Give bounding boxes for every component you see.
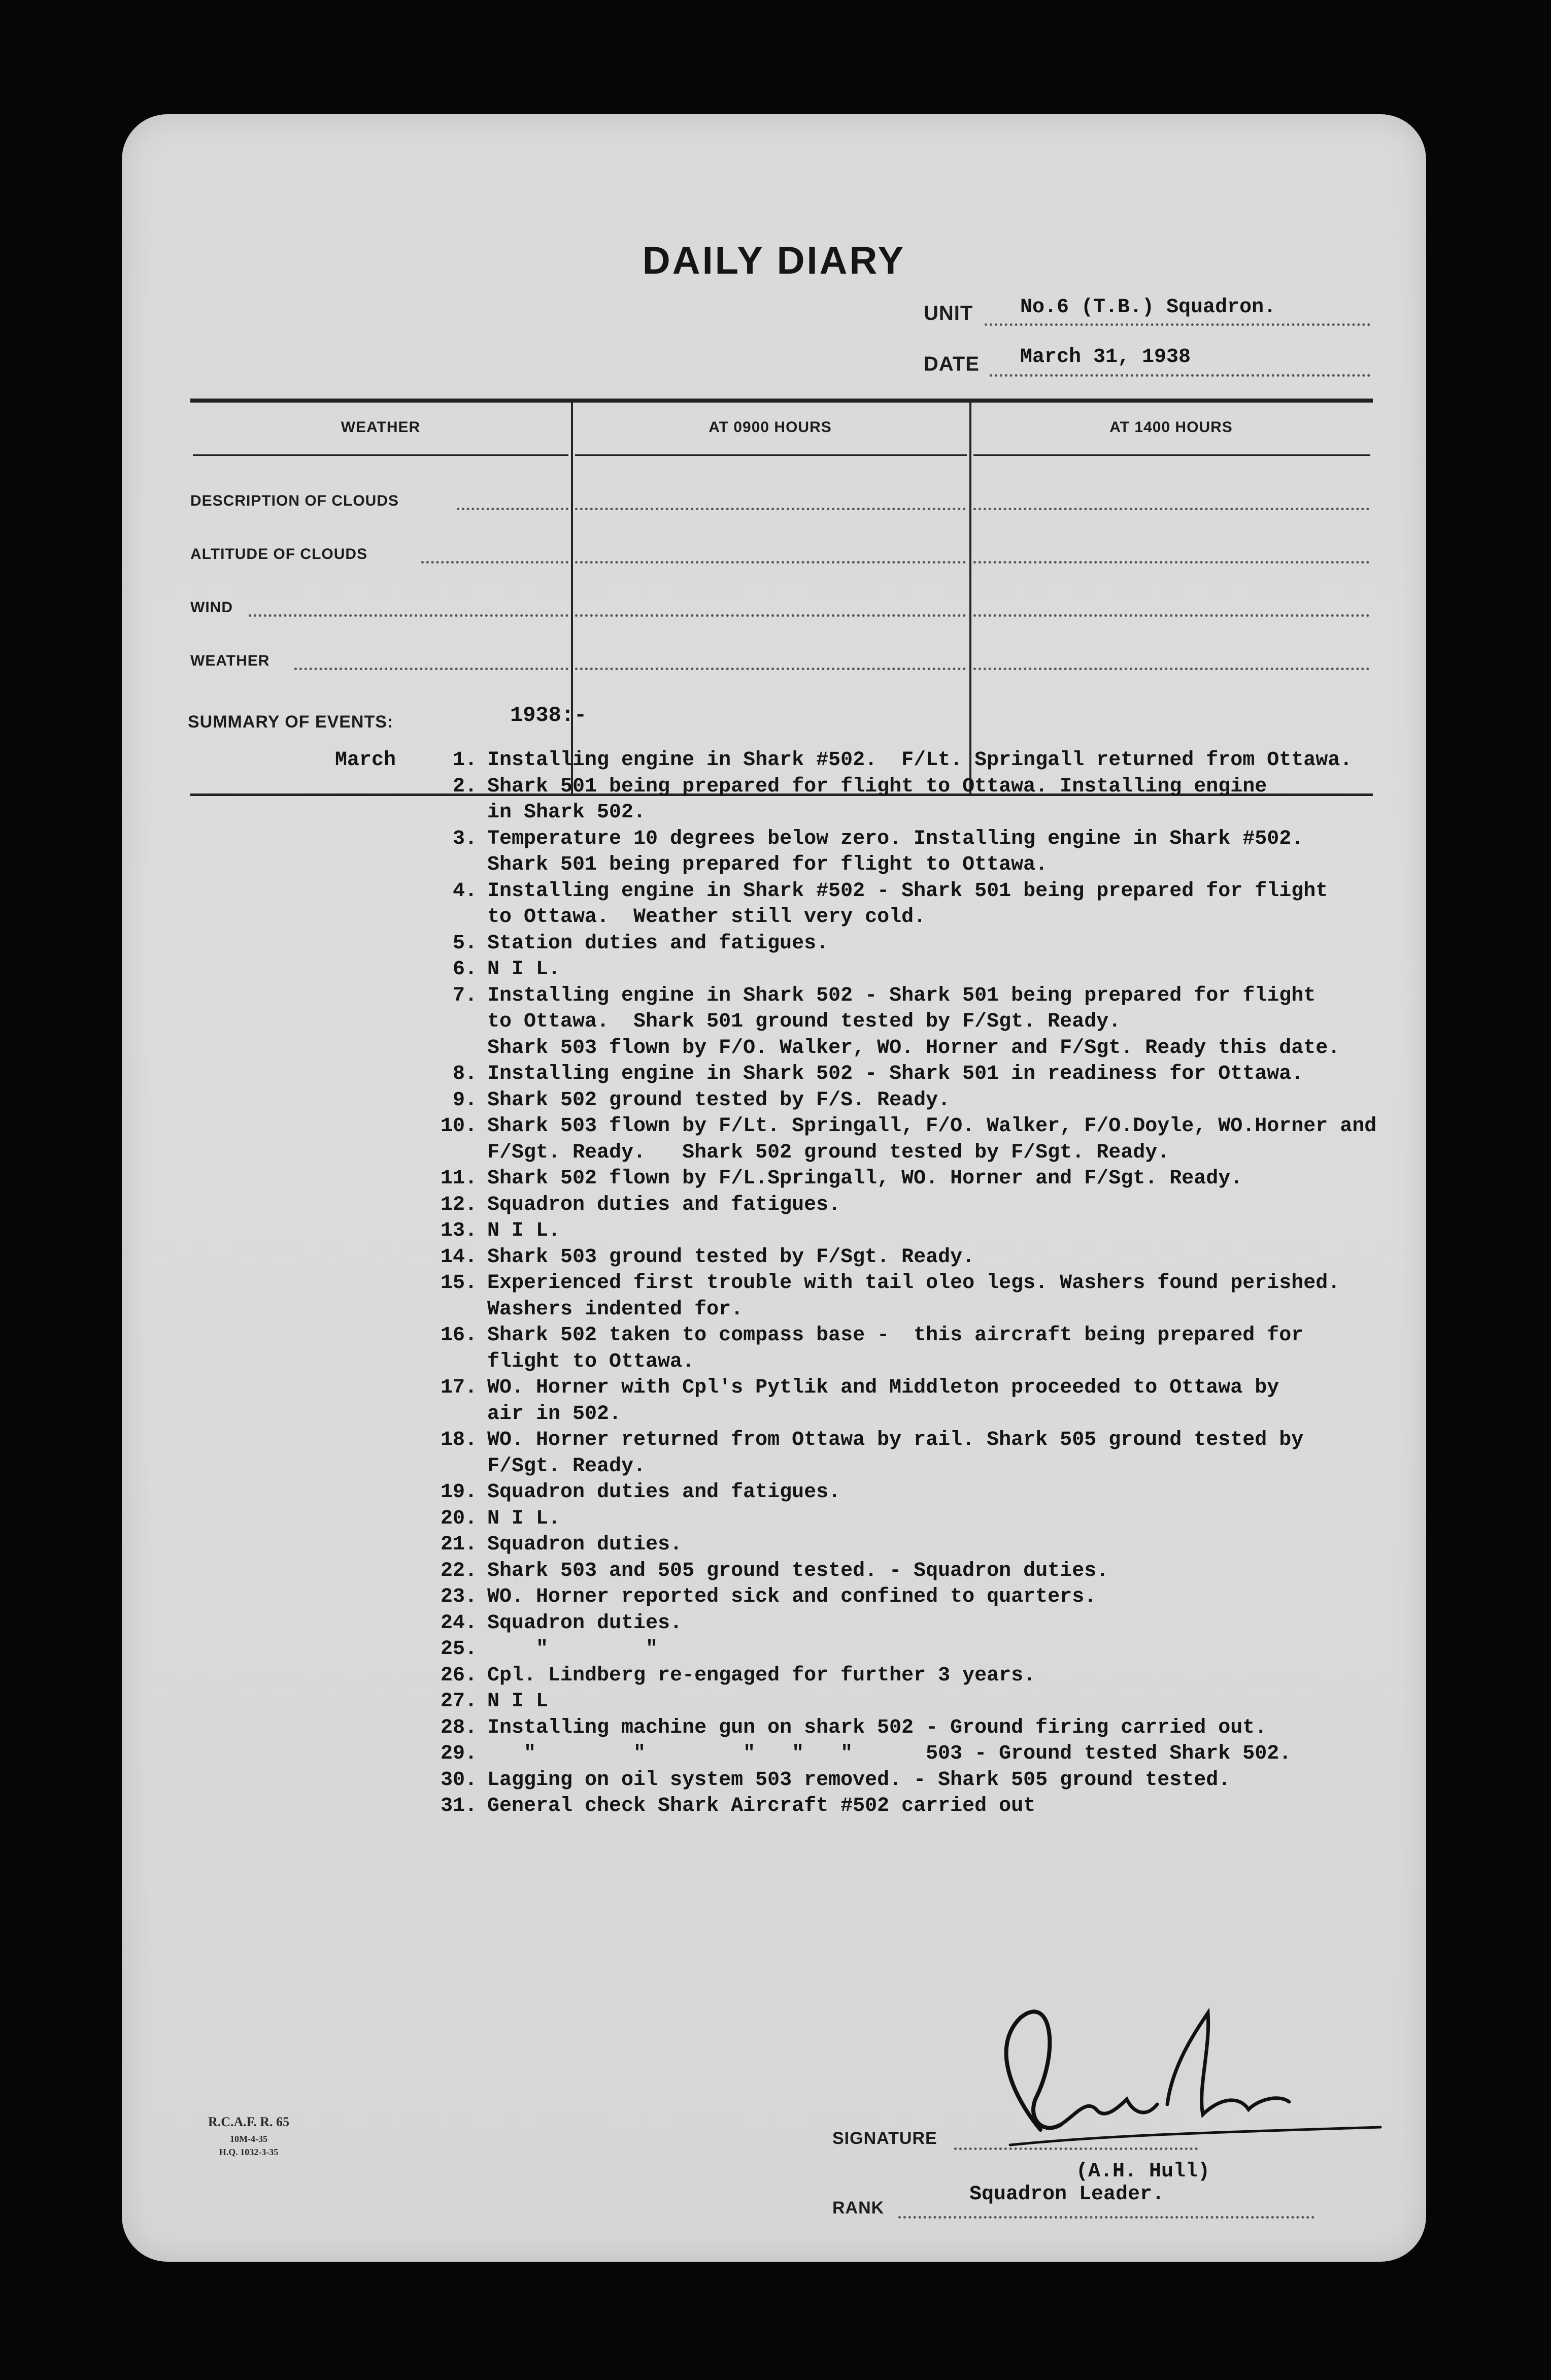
event-day-number: 26.: [440, 1664, 477, 1687]
event-day-number: 11.: [440, 1167, 477, 1190]
event-text-line: Shark 503 flown by F/Lt. Springall, F/O. Walker, F/O.Doyle, WO.Horner and: [487, 1115, 1377, 1138]
row-dotline: [973, 561, 1369, 564]
date-label: DATE: [924, 353, 980, 375]
event-text-line: WO. Horner reported sick and confined to quarters.: [487, 1585, 1097, 1608]
event-text-line: flight to Ottawa.: [487, 1350, 695, 1373]
event-text-line: Station duties and fatigues.: [487, 932, 829, 955]
event-text-line: air in 502.: [487, 1402, 622, 1426]
event-text-line: Installing engine in Shark #502 - Shark 501 being prepared for flight: [487, 879, 1328, 903]
event-day-number: 1.: [452, 749, 477, 772]
form-code-3: H.Q. 1032-3-35: [219, 2147, 279, 2157]
event-text-line: N I L.: [487, 1219, 561, 1242]
event-text-line: Cpl. Lindberg re-engaged for further 3 years.: [487, 1664, 1036, 1687]
row-dotline: [294, 668, 568, 670]
date-value: March 31, 1938: [1020, 346, 1191, 369]
event-day-number: 18.: [440, 1429, 477, 1451]
event-day-number: 14.: [440, 1245, 477, 1269]
event-day-number: 27.: [440, 1690, 477, 1713]
weather-row-label: WEATHER: [190, 652, 270, 669]
event-day-number: 9.: [452, 1088, 477, 1112]
event-text-line: in Shark 502.: [487, 801, 646, 824]
table-top-rule: [190, 399, 1373, 403]
event-day-number: 29.: [440, 1742, 477, 1765]
event-text-line: F/Sgt. Ready.: [487, 1455, 646, 1478]
row-dotline: [249, 614, 568, 617]
event-day-number: 23.: [440, 1585, 477, 1608]
event-day-number: 28.: [440, 1716, 477, 1739]
weather-row-label: WIND: [190, 599, 233, 616]
event-day-number: 17.: [440, 1376, 477, 1399]
event-text-line: F/Sgt. Ready. Shark 502 ground tested by F/Sgt. Ready.: [487, 1141, 1170, 1164]
event-text-line: N I L.: [487, 1507, 561, 1530]
event-text-line: Shark 502 flown by F/L.Springall, WO. Horner and F/Sgt. Ready.: [487, 1167, 1243, 1190]
event-text-line: Squadron duties and fatigues.: [487, 1193, 841, 1216]
date-dotline: [990, 374, 1370, 377]
event-text-line: to Ottawa. Shark 501 ground tested by F/Sgt. Ready.: [487, 1010, 1121, 1033]
event-text-line: Shark 502 ground tested by F/S. Ready.: [487, 1088, 951, 1112]
event-day-number: 2.: [452, 775, 477, 798]
event-day-number: 12.: [440, 1193, 477, 1216]
rank-label: RANK: [832, 2198, 885, 2218]
event-day-number: 7.: [452, 984, 477, 1007]
event-day-number: 30.: [440, 1768, 477, 1792]
event-text-line: N I L.: [487, 958, 561, 981]
event-day-number: 31.: [440, 1795, 477, 1817]
weather-row-label: ALTITUDE OF CLOUDS: [190, 546, 368, 563]
event-text-line: " ": [487, 1638, 658, 1661]
table-divider: [969, 403, 971, 794]
events-month: March: [335, 749, 396, 772]
event-text-line: Shark 503 flown by F/O. Walker, WO. Horner and F/Sgt. Ready this date.: [487, 1036, 1340, 1060]
row-dotline: [973, 508, 1369, 510]
header-underline: [973, 454, 1370, 456]
event-text-line: " " " " " 503 - Ground tested Shark 502.: [487, 1742, 1292, 1765]
event-day-number: 22.: [440, 1559, 477, 1582]
row-dotline: [421, 561, 568, 564]
event-text-line: General check Shark Aircraft #502 carried out: [487, 1795, 1036, 1817]
event-day-number: 4.: [452, 879, 477, 903]
signer-name: (A.H. Hull): [1076, 2160, 1210, 2183]
event-text-line: Shark 503 ground tested by F/Sgt. Ready.: [487, 1245, 975, 1269]
event-text-line: Installing engine in Shark #502. F/Lt. Springall returned from Ottawa.: [487, 749, 1353, 772]
unit-label: UNIT: [924, 302, 973, 324]
event-day-number: 13.: [440, 1219, 477, 1242]
event-day-number: 6.: [452, 958, 477, 981]
event-text-line: Shark 502 taken to compass base - this aircraft being prepared for: [487, 1324, 1304, 1347]
event-day-number: 24.: [440, 1611, 477, 1635]
event-text-line: Squadron duties.: [487, 1611, 683, 1635]
event-text-line: Squadron duties and fatigues.: [487, 1481, 841, 1504]
row-dotline: [575, 561, 966, 564]
event-day-number: 3.: [452, 827, 477, 850]
header-underline: [193, 454, 568, 456]
row-dotline: [575, 508, 966, 510]
event-text-line: Lagging on oil system 503 removed. - Shark 505 ground tested.: [487, 1768, 1231, 1792]
event-day-number: 19.: [440, 1481, 477, 1504]
unit-dotline: [985, 323, 1370, 326]
event-text-line: Washers indented for.: [487, 1298, 744, 1321]
event-day-number: 21.: [440, 1533, 477, 1556]
event-text-line: Experienced first trouble with tail oleo legs. Washers found perished.: [487, 1272, 1340, 1295]
event-text-line: WO. Horner returned from Ottawa by rail. Shark 505 ground tested by: [487, 1429, 1304, 1451]
table-divider: [571, 403, 573, 794]
row-dotline: [457, 508, 568, 510]
weather-row-label: DESCRIPTION OF CLOUDS: [190, 492, 399, 509]
header-underline: [575, 454, 967, 456]
event-text-line: Shark 501 being prepared for flight to Ottawa. Installing engine: [487, 775, 1267, 798]
signature-label: SIGNATURE: [832, 2129, 937, 2148]
event-text-line: Installing machine gun on shark 502 - Ground firing carried out.: [487, 1716, 1267, 1739]
at-0900-header: AT 0900 HOURS: [709, 419, 832, 436]
diary-sheet: [122, 114, 1426, 2262]
event-day-number: 8.: [452, 1063, 477, 1085]
weather-header: WEATHER: [341, 419, 421, 436]
handwritten-signature: [934, 1972, 1391, 2165]
unit-value: No.6 (T.B.) Squadron.: [1020, 296, 1276, 319]
page-title: DAILY DIARY: [642, 239, 906, 282]
form-code-2: 10M-4-35: [230, 2134, 267, 2144]
event-day-number: 5.: [452, 932, 477, 955]
rank-dotline: [898, 2216, 1314, 2219]
event-text-line: Squadron duties.: [487, 1533, 683, 1556]
row-dotline: [973, 668, 1369, 670]
summary-year: 1938:-: [510, 703, 587, 728]
rank-value: Squadron Leader.: [969, 2183, 1165, 2206]
event-day-number: 15.: [440, 1272, 477, 1295]
row-dotline: [973, 614, 1369, 617]
row-dotline: [575, 668, 966, 670]
event-day-number: 10.: [440, 1115, 477, 1138]
summary-label: SUMMARY OF EVENTS:: [188, 712, 394, 732]
event-day-number: 20.: [440, 1507, 477, 1530]
event-text-line: Installing engine in Shark 502 - Shark 501 being prepared for flight: [487, 984, 1316, 1007]
event-text-line: N I L: [487, 1690, 549, 1713]
row-dotline: [575, 614, 966, 617]
event-text-line: Temperature 10 degrees below zero. Installing engine in Shark #502.: [487, 827, 1304, 850]
event-text-line: Installing engine in Shark 502 - Shark 501 in readiness for Ottawa.: [487, 1063, 1304, 1085]
event-day-number: 25.: [440, 1638, 477, 1661]
event-text-line: Shark 503 and 505 ground tested. - Squadron duties.: [487, 1559, 1109, 1582]
form-code: R.C.A.F. R. 65: [208, 2114, 290, 2129]
event-day-number: 16.: [440, 1324, 477, 1347]
event-text-line: to Ottawa. Weather still very cold.: [487, 906, 926, 929]
at-1400-header: AT 1400 HOURS: [1109, 419, 1233, 436]
event-text-line: Shark 501 being prepared for flight to Ottawa.: [487, 853, 1048, 876]
event-text-line: WO. Horner with Cpl's Pytlik and Middleton proceeded to Ottawa by: [487, 1376, 1279, 1399]
